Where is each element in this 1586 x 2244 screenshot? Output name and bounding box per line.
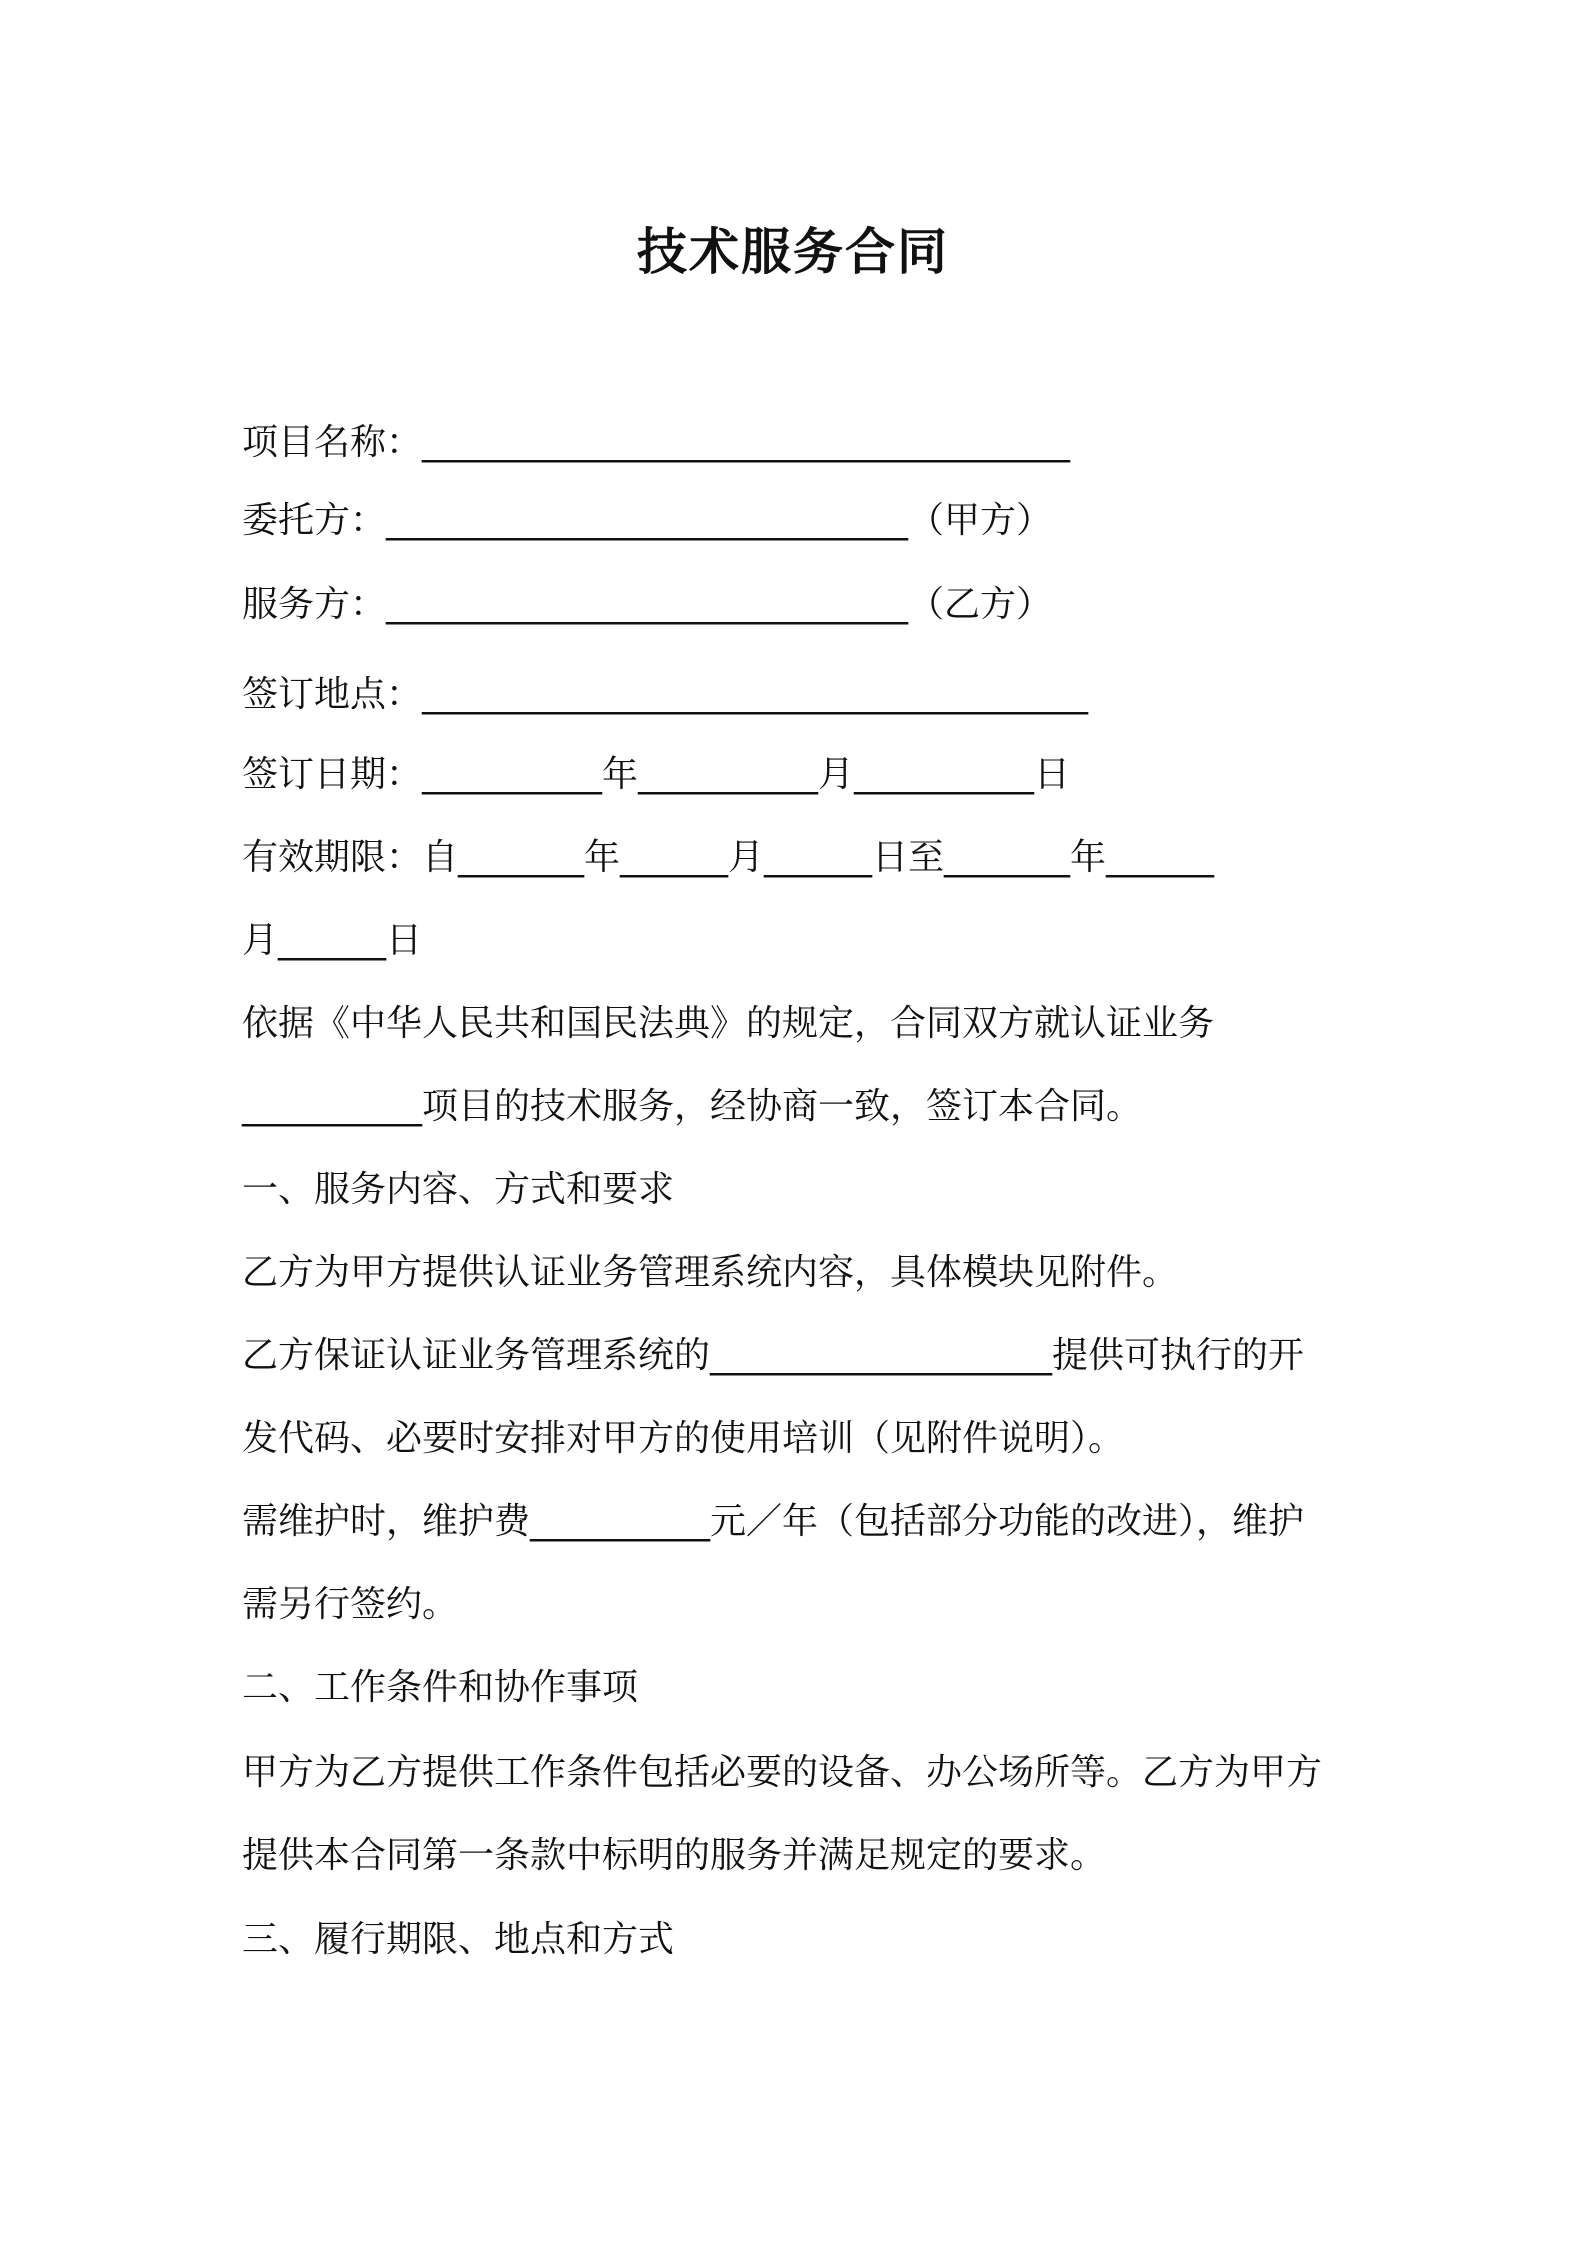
section-heading-3: 三、履行期限、地点和方式 bbox=[242, 1919, 675, 1960]
field-service-provider: 服务方：_____________________________（乙方） bbox=[242, 584, 1053, 625]
field-signing-date: 签订日期：__________年__________月__________日 bbox=[242, 754, 1071, 795]
field-project-name: 项目名称：____________________________________ bbox=[242, 422, 1071, 463]
paragraph-text: 发代码、必要时安排对甲方的使用培训（见附件说明）。 bbox=[242, 1418, 1125, 1459]
section-heading-1: 一、服务内容、方式和要求 bbox=[242, 1169, 675, 1210]
paragraph-text: 乙方为甲方提供认证业务管理系统内容，具体模块见附件。 bbox=[242, 1252, 1179, 1293]
section-heading-2: 二、工作条件和协作事项 bbox=[242, 1667, 639, 1708]
field-client: 委托方：_____________________________（甲方） bbox=[242, 500, 1053, 541]
paragraph-text: 提供本合同第一条款中标明的服务并满足规定的要求。 bbox=[242, 1835, 1107, 1876]
field-validity-period-cont: 月______日 bbox=[242, 920, 423, 961]
paragraph-text: 需另行签约。 bbox=[242, 1584, 459, 1625]
paragraph-text: __________项目的技术服务，经协商一致，签订本合同。 bbox=[242, 1086, 1143, 1127]
paragraph-text: 需维护时，维护费__________元／年（包括部分功能的改进），维护 bbox=[242, 1501, 1305, 1542]
paragraph-text: 乙方保证认证业务管理系统的___________________提供可执行的开 bbox=[242, 1335, 1305, 1376]
paragraph-text: 甲方为乙方提供工作条件包括必要的设备、办公场所等。乙方为甲方 bbox=[242, 1752, 1323, 1793]
field-validity-period: 有效期限：自_______年______月______日至_______年______ bbox=[242, 837, 1215, 878]
field-signing-place: 签订地点：_____________________________________ bbox=[242, 674, 1089, 715]
document-title: 技术服务合同 bbox=[637, 223, 949, 281]
paragraph-text: 依据《中华人民共和国民法典》的规定，合同双方就认证业务 bbox=[242, 1003, 1215, 1044]
